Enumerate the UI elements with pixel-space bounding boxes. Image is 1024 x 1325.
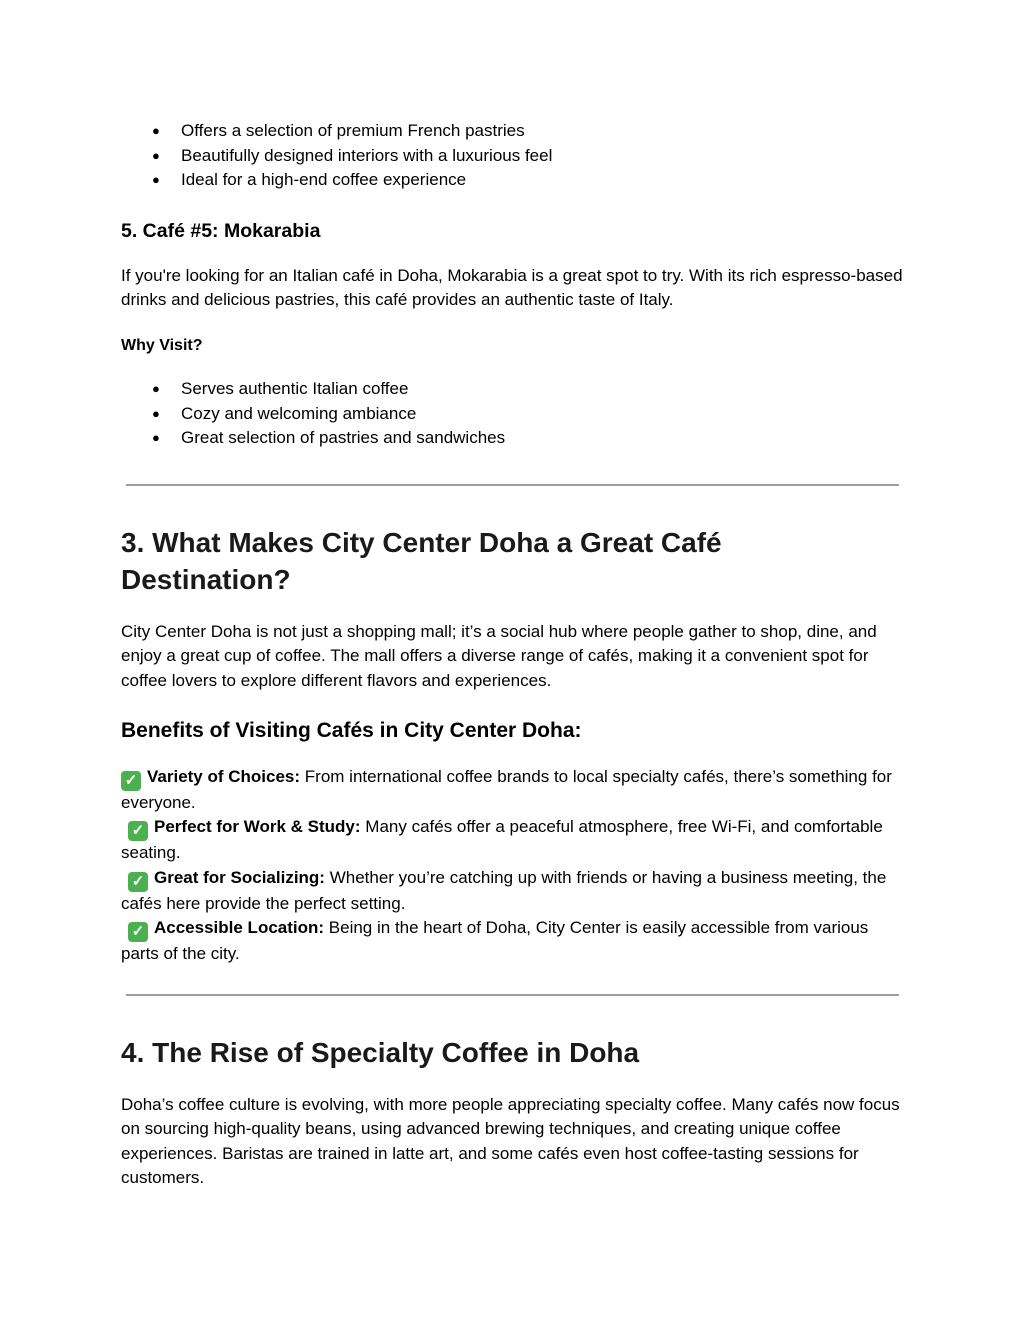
benefit-text: From international coffee brands to local specialty cafés, there’s something for everyone. [121, 767, 892, 812]
bullet-icon: ● [152, 172, 160, 187]
benefit-item [121, 815, 906, 865]
section3-intro: City Center Doha is not just a shopping mall; it’s a social hub where people gather to shop, dine, and enjoy a great cup of coffee. The mall offers a diverse range of cafés, making it a convenient spot for coffee lovers to explore different flavors and experiences. [121, 622, 877, 690]
list-item-text: Beautifully designed interiors with a luxurious feel [181, 145, 553, 165]
benefits-list [121, 765, 906, 967]
benefits-heading: Benefits of Visiting Cafés in City Center Doha: [121, 719, 582, 742]
benefit-text: Whether you’re catching up with friends or having a business meeting, the cafés here provide the perfect setting. [121, 867, 887, 913]
benefit-item [121, 765, 906, 815]
list-item-text: Offers a selection of premium French pastries [181, 121, 525, 140]
bullet-icon: ● [152, 430, 160, 445]
benefit-title: Perfect for Work & Study: [154, 817, 361, 837]
section3-heading: 3. What Makes City Center Doha a Great Café Destination? [121, 527, 722, 595]
list-item [121, 402, 505, 427]
bullet-icon: ● [152, 147, 160, 163]
horizontal-divider [126, 484, 899, 486]
list-item-text: Ideal for a high-end coffee experience [181, 170, 467, 189]
section4-intro: Doha’s coffee culture is evolving, with more people appreciating specialty coffee. Many cafés now focus on sourcing high-quality beans, using advanced brewing techniques, and creating unique coffee experiences. Baristas are trained in latte art, and some cafés even host coffee-tasting sessions for customers. [121, 1095, 900, 1188]
benefit-title: Accessible Location: [154, 918, 325, 938]
list-item-text: Cozy and welcoming ambiance [181, 403, 417, 423]
horizontal-divider [126, 994, 899, 996]
check-mark-icon: ✓ [128, 821, 148, 841]
benefit-title: Great for Socializing: [154, 867, 325, 887]
benefit-item [121, 916, 906, 966]
check-mark-icon: ✓ [121, 771, 141, 791]
list-item [121, 119, 552, 144]
benefit-item [121, 866, 906, 916]
list-item-text: Great selection of pastries and sandwiches [181, 428, 506, 447]
bullet-icon: ● [152, 123, 160, 138]
cafe5-heading: 5. Café #5: Mokarabia [121, 220, 321, 242]
section4-heading: 4. The Rise of Specialty Coffee in Doha [121, 1037, 640, 1068]
why-visit-label: Why Visit? [121, 337, 203, 354]
top-bullet-list [121, 119, 552, 193]
check-mark-icon: ✓ [128, 922, 148, 942]
benefit-text: Being in the heart of Doha, City Center is easily accessible from various parts of the city. [121, 918, 869, 964]
list-item [121, 377, 505, 402]
benefit-title: Variety of Choices: [147, 767, 301, 786]
cafe5-bullet-list [121, 377, 505, 451]
bullet-icon: ● [152, 381, 160, 396]
list-item [121, 426, 505, 451]
list-item [121, 168, 552, 193]
benefit-text: Many cafés offer a peaceful atmosphere, free Wi-Fi, and comfortable seating. [121, 817, 883, 863]
cafe5-description: If you're looking for an Italian café in Doha, Mokarabia is a great spot to try. With its rich espresso-based drinks and delicious pastries, this café provides an authentic taste of Italy. [121, 266, 903, 310]
list-item [121, 144, 552, 169]
list-item-text: Serves authentic Italian coffee [181, 379, 409, 398]
check-mark-icon: ✓ [128, 872, 148, 892]
bullet-icon: ● [152, 405, 160, 421]
